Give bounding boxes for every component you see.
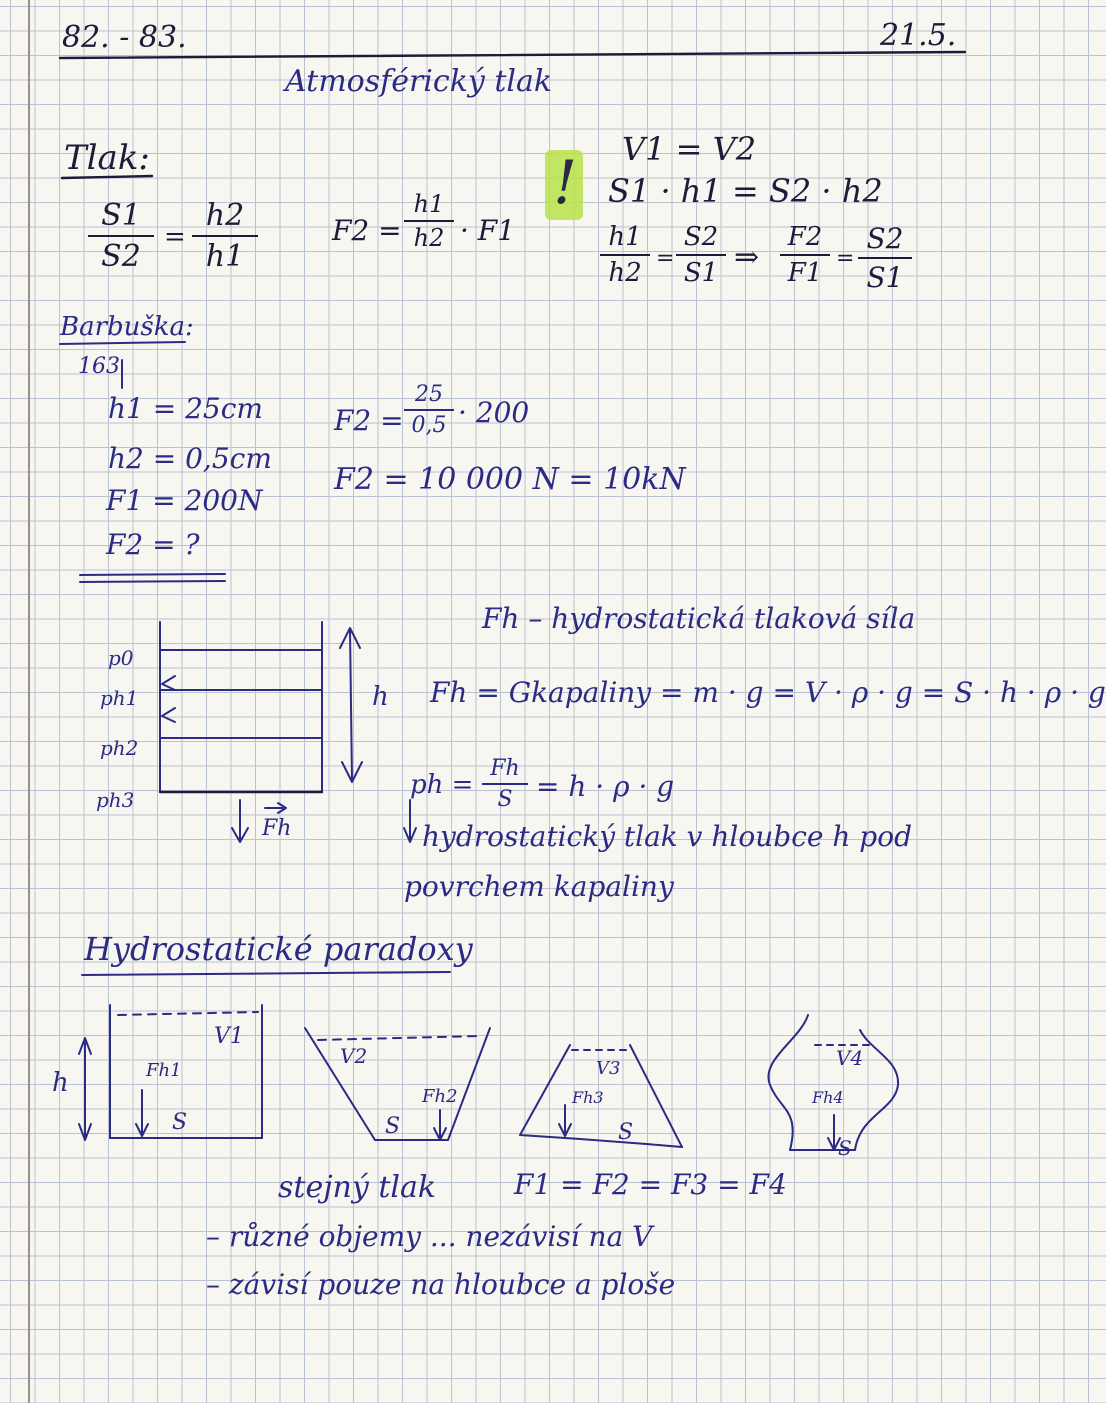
exercise-number: 163	[78, 354, 120, 379]
numerator: 25	[415, 382, 443, 407]
diagram-label-ph3: ph3	[96, 788, 135, 812]
pressure-depth-diagram	[160, 622, 362, 842]
vessel-2-volume: V2	[340, 1044, 368, 1068]
vessel-3-force: Fh3	[572, 1088, 604, 1107]
volume-equality: V1 = V2	[622, 130, 757, 168]
vessel-4-volume: V4	[836, 1046, 864, 1070]
vessel-2-base: S	[385, 1114, 401, 1139]
denominator: S2	[101, 239, 141, 274]
vessel-3-volume: V3	[596, 1058, 621, 1079]
header-underline	[60, 52, 965, 58]
fh-definition: Fh – hydrostatická tlaková síla	[482, 602, 916, 635]
fraction-h1-h2	[404, 190, 454, 252]
calc-result: F2 = 10 000 N = 10kN	[334, 462, 686, 497]
exercise-underline	[60, 342, 185, 344]
diagram-label-ph1: ph1	[100, 686, 139, 710]
page-title: Atmosférický tlak	[285, 64, 553, 99]
given-h2: h2 = 0,5cm	[108, 442, 272, 475]
vessel-h-label: h	[52, 1068, 69, 1098]
tlak-heading: Tlak:	[64, 138, 150, 178]
equals-sign: =	[836, 246, 855, 271]
diagram-label-ph2: ph2	[100, 736, 139, 760]
diagram-h-label: h	[372, 682, 389, 712]
vessel-3-base: S	[618, 1120, 634, 1145]
vessel-1-force: Fh1	[146, 1060, 182, 1081]
fh-formula: Fh = Gkapaliny = m · g = V · ρ · g = S · h · ρ · g	[430, 676, 1106, 709]
numerator: S2	[866, 222, 904, 255]
ph-fraction	[482, 756, 528, 812]
denominator: S	[497, 787, 513, 812]
f2-formula-lhs: F2 =	[332, 214, 402, 247]
calc-rhs: · 200	[458, 396, 530, 429]
numerator: h1	[413, 190, 445, 218]
separator-line-1	[80, 574, 225, 575]
denominator: 0,5	[411, 413, 447, 438]
date: 21.5.	[880, 18, 957, 53]
f2-formula-rhs: · F1	[460, 214, 516, 247]
denominator: h1	[205, 239, 245, 274]
numerator: h1	[608, 222, 642, 252]
fraction-s2-s1-final	[858, 222, 912, 294]
implies-arrow: ⇒	[734, 240, 760, 275]
area-height-equality: S1 · h1 = S2 · h2	[608, 172, 883, 210]
vessel-4-force: Fh4	[812, 1088, 844, 1107]
numerator: F2	[787, 222, 823, 252]
equals-sign: =	[656, 246, 675, 271]
denominator: S1	[866, 261, 904, 294]
calc-fraction	[404, 382, 454, 438]
numerator: S1	[101, 198, 141, 233]
paradox-underline	[82, 972, 450, 975]
denominator: h2	[413, 224, 445, 252]
fraction-h1-h2-right	[600, 222, 650, 288]
separator-line-2	[80, 581, 225, 582]
numerator: S2	[683, 222, 719, 252]
note-volumes: – různé objemy ... nezávisí na V	[206, 1220, 653, 1253]
denominator: F1	[787, 258, 823, 288]
denominator: S1	[683, 258, 719, 288]
fraction-s2-s1-right	[676, 222, 726, 288]
same-pressure-label: stejný tlak	[278, 1170, 437, 1205]
vessel-4	[768, 1015, 898, 1150]
fraction-h2-h1	[192, 198, 258, 274]
note-depth-area: – závisí pouze na hloubce a ploše	[206, 1268, 676, 1301]
ph-description-line1: hydrostatický tlak v hloubce h pod	[422, 820, 912, 853]
diagram-force-label: Fh	[262, 816, 292, 841]
given-h1: h1 = 25cm	[108, 392, 263, 425]
fraction-s1-s2	[88, 198, 154, 274]
diagram-label-p0: p0	[108, 646, 134, 670]
given-f2: F2 = ?	[106, 528, 200, 561]
exercise-heading: Barbuška:	[60, 312, 194, 342]
page-numbers: 82. - 83.	[62, 20, 187, 55]
vessel-2-force: Fh2	[422, 1086, 458, 1107]
paradox-heading: Hydrostatické paradoxy	[84, 930, 473, 968]
numerator: h2	[205, 198, 245, 233]
vessel-1-volume: V1	[214, 1024, 244, 1049]
ph-description-line2: povrchem kapaliny	[404, 870, 674, 903]
denominator: h2	[608, 258, 642, 288]
fraction-f2-f1	[780, 222, 830, 288]
equals-sign: =	[164, 222, 186, 252]
ph-rhs: = h · ρ · g	[536, 770, 675, 803]
exclamation-mark: !	[553, 148, 578, 218]
given-f1: F1 = 200N	[106, 484, 263, 517]
ph-lhs: ph =	[410, 770, 474, 800]
vessel-1-base: S	[172, 1110, 188, 1135]
force-equality: F1 = F2 = F3 = F4	[514, 1168, 787, 1201]
calc-lhs: F2 =	[334, 404, 404, 437]
vessel-4-base: S	[838, 1136, 852, 1160]
numerator: Fh	[490, 756, 520, 781]
